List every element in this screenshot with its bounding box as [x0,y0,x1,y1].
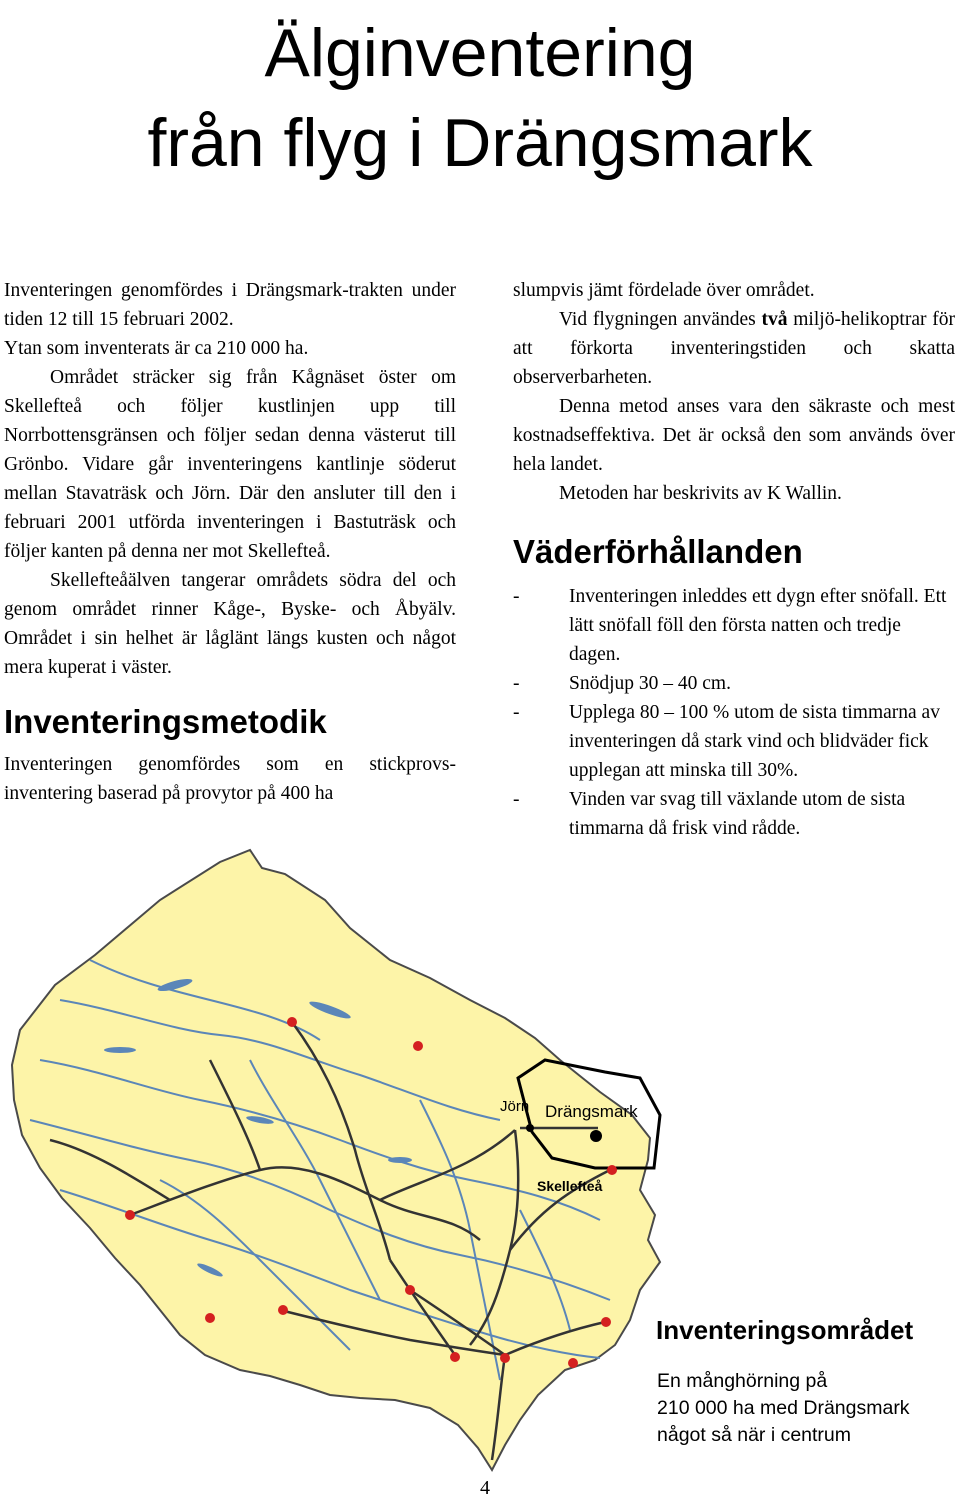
weather-item [513,582,955,669]
weather-item-text: Inventeringen inleddes ett dygn efter snöfall. Ett lätt snöfall föll den första natten och tredje dagen. [569,586,947,665]
legend-title: Inventeringsområdet [656,1315,914,1345]
legend-description [657,1368,910,1449]
town-dot [601,1317,611,1327]
weather-item-text: Upplega 80 – 100 % utom de sista timmarna av inventeringen då stark vind och blidväder fick upplegan att minska till 30%. [569,702,940,781]
weather-item [513,669,955,698]
heli-text-bold: två [761,309,788,330]
town-dot [125,1210,135,1220]
bullet-dash: - [513,789,520,810]
method-text: Inventeringen genomfördes som en stickprovs-inventering baserad på provytor på 400 ha [4,754,456,804]
jorn-label: Jörn [500,1098,530,1115]
town-dot [607,1165,617,1175]
right-column [513,276,955,843]
area-description: Området sträcker sig från Kågnäset öster om Skellefteå och följer kustlinjen upp till Norrbottensgränsen och följer sedan denna västerut till Grönbo. Vidare går inventeringens kantlinje söderut mellan Stavaträsk och Jörn. Där den ansluter till den i februari 2001 utförda inventeringen i Bastuträsk och följer kanten på denna ner mot Skellefteå. [4,367,456,562]
town-dot [450,1352,460,1362]
method-evaluation: Denna metod anses vara den säkraste och mest kostnadseffektiva. Det är också den som används över hela landet. [513,396,955,475]
skelleftea-label: Skellefteå [537,1178,603,1194]
town-dot [500,1353,510,1363]
legend-line: 210 000 ha med Drängsmark [657,1397,910,1419]
town-dot [205,1313,215,1323]
town-dot [287,1017,297,1027]
legend-line: En månghörning på [657,1370,828,1392]
town-dot [568,1358,578,1368]
weather-item-text: Vinden var svag till växlande utom de sista timmarna då frisk vind rådde. [569,789,906,839]
weather-item-text: Snödjup 30 – 40 cm. [569,673,731,694]
town-dot [405,1285,415,1295]
heli-text-before: Vid flygningen användes [559,309,762,330]
weather-item [513,785,955,843]
weather-item [513,698,955,785]
method-heading: Inventeringsmetodik [4,703,327,740]
intro-sentence-1: Inventeringen genomfördes i Drängsmark-trakten under tiden 12 till 15 februari 2002. [4,280,456,330]
heli-text-after: miljö-helikoptrar för att förkorta inventeringstiden och skatta observerbarheten. [513,309,956,388]
town-dot [278,1305,288,1315]
legend-line: något så när i centrum [657,1424,852,1446]
weather-heading: Väderförhållanden [513,533,803,570]
rivers-description: Skellefteåälven tangerar områdets södra del och genom området rinner Kåge-, Byske- och Åbyälv. Området i sin helhet är låglänt längs kusten och något mera kuperat i väster. [4,570,456,678]
town-dot [413,1041,423,1051]
left-column [4,276,456,808]
drangsmark-dot [590,1130,602,1142]
title-line-2: från flyg i Drängsmark [147,105,813,181]
bullet-dash: - [513,586,520,607]
jorn-dot [526,1124,534,1132]
method-reference: Metoden har beskrivits av K Wallin. [559,483,842,504]
drangsmark-label: Drängsmark [545,1102,638,1121]
intro-sentence-2: Ytan som inventerats är ca 210 000 ha. [4,338,309,359]
helicopter-paragraph [513,305,955,392]
bullet-dash: - [513,673,520,694]
page-number: 4 [480,1477,490,1499]
title-line-1: Älginventering [264,15,696,91]
method-continuation: slumpvis jämt fördelade över området. [513,280,815,301]
page-title [0,8,960,188]
bullet-dash: - [513,702,520,723]
